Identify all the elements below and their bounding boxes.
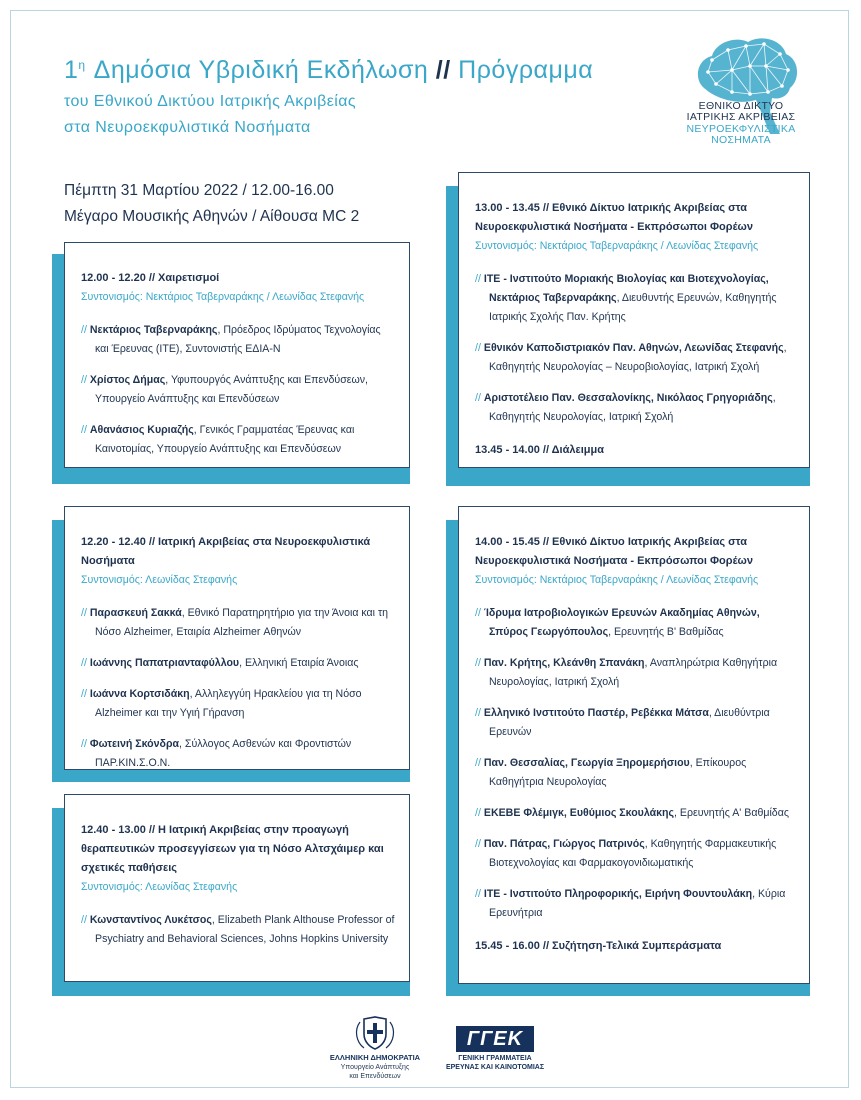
session-card-welcome [64, 242, 410, 468]
subtitle-line-2: στα Νευροεκφυλιστικά Νοσήματα [64, 119, 311, 136]
session-card-network-1 [458, 172, 810, 468]
session-coordination: Συντονισμός: Νεκτάριος Ταβερναράκης / Λεωνίδας Στεφανής [475, 240, 759, 252]
speaker-entry: // Ιωάννα Κορτσιδάκη, Αλληλεγγύη Ηρακλείου για τη Νόσο Alzheimer και την Υγιή Γήρανση [81, 688, 362, 719]
subtitle-line-1: του Εθνικού Δικτύου Ιατρικής Ακριβείας [64, 93, 356, 110]
speaker-entry: // Παν. Πάτρας, Γιώργος Πατρινός, Καθηγητής Φαρμακευτικής Βιοτεχνολογίας και Φαρμακογονιδιωματικής [475, 838, 777, 869]
break-item: 13.45 - 14.00 // Διάλειμμα [475, 444, 604, 456]
speaker-entry: // ΕΚΕΒΕ Φλέμιγκ, Ευθύμιος Σκουλάκης, Ερευνητής Α' Βαθμίδας [475, 807, 789, 819]
speaker-entry: // Χρίστος Δήμας, Υφυπουργός Ανάπτυξης και Επενδύσεων, Υπουργείο Ανάπτυξης και Επενδύσεων [81, 374, 368, 405]
session-coordination: Συντονισμός: Λεωνίδας Στεφανής [81, 574, 238, 586]
speaker-entry: // Ιωάννης Παπατριανταφύλλου, Ελληνική Εταιρία Άνοιας [81, 657, 359, 669]
logo-line-1: ΕΘΝΙΚΟ ΔΙΚΤΥΟ [698, 100, 784, 112]
speaker-entry: // Παρασκευή Σακκά, Εθνικό Παρατηρητήριο για την Άνοια και τη Νόσο Alzheimer, Εταιρία Alzheimer Αθηνών [81, 607, 389, 638]
gsri-logo-mark: ΓΓΕΚ [456, 1026, 534, 1052]
speaker-entry: // Παν. Θεσσαλίας, Γεωργία Ξηρομερήσιου, Επίκουρος Καθηγήτρια Νευρολογίας [475, 757, 747, 788]
logo-line-2: ΙΑΤΡΙΚΗΣ ΑΚΡΙΒΕΙΑΣ [686, 111, 796, 123]
closing-item: 15.45 - 16.00 // Συζήτηση-Τελικά Συμπεράσματα [475, 940, 722, 952]
logo-line-4: ΝΟΣΗΜΑΤΑ [711, 134, 771, 146]
emblem-icon [350, 1016, 400, 1052]
session-title: 13.00 - 13.45 // Εθνικό Δίκτυο Ιατρικής Ακριβείας στα Νευροεκφυλιστικά Νοσήματα - Εκπρόσωποι Φορέων [475, 202, 753, 233]
event-venue: Μέγαρο Μουσικής Αθηνών / Αίθουσα MC 2 [64, 208, 360, 225]
session-card-network-2 [458, 506, 810, 984]
speaker-entry: // Παν. Κρήτης, Κλεάνθη Σπανάκη, Αναπληρώτρια Καθηγήτρια Νευρολογίας, Ιατρική Σχολή [475, 657, 778, 688]
speaker-entry: // ΙΤΕ - Ινστιτούτο Πληροφορικής, Ειρήνη Φουντουλάκη, Κύρια Ερευνήτρια [475, 888, 786, 919]
speaker-entry: // Ίδρυμα Ιατροβιολογικών Ερευνών Ακαδημίας Αθηνών, Σπύρος Γεωργόπουλος, Ερευνητής Β' Βαθμίδας [475, 607, 760, 638]
speaker-entry: // Αριστοτέλειο Παν. Θεσσαλονίκης, Νικόλαος Γρηγοριάδης, Καθηγητής Νευρολογίας, Ιατρική Σχολή [475, 392, 776, 423]
logo-line-3: ΝΕΥΡΟΕΚΦΥΛΙΣΤΙΚΑ [686, 123, 796, 135]
speaker-entry: // Κωνσταντίνος Λυκέτσος, Elizabeth Plank Althouse Professor of Psychiatry and Behavioral Sciences, Johns Hopkins University [81, 914, 395, 945]
speaker-entry: // Φωτεινή Σκόνδρα, Σύλλογος Ασθενών και Φροντιστών ΠΑΡ.ΚΙΝ.Σ.Ο.Ν. [81, 738, 352, 769]
speaker-entry: // Νεκτάριος Ταβερναράκης, Πρόεδρος Ιδρύματος Τεχνολογίας και Έρευνας (ΙΤΕ), Συντονιστής ΕΔΙΑ-Ν [81, 324, 381, 355]
speaker-entry: // Ελληνικό Ινστιτούτο Παστέρ, Ρεβέκκα Μάτσα, Διευθύντρια Ερευνών [475, 707, 770, 738]
session-coordination: Συντονισμός: Νεκτάριος Ταβερναράκης / Λεωνίδας Στεφανής [81, 291, 365, 303]
session-title: 12.40 - 13.00 // Η Ιατρική Ακριβείας στην προαγωγή θεραπευτικών προσεγγίσεων για τη Νόσο Αλτσχάιμερ και σχετικές παθήσεις [81, 824, 384, 874]
session-title: 12.20 - 12.40 // Ιατρική Ακριβείας στα Νευροεκφυλιστικά Νοσήματα [81, 536, 371, 567]
ministry-caption: ΕΛΛΗΝΙΚΗ ΔΗΜΟΚΡΑΤΙΑ Υπουργείο Ανάπτυξης και Επενδύσεων [329, 1053, 421, 1080]
session-title: 12.00 - 12.20 // Χαιρετισμοί [81, 272, 220, 284]
session-card-precision [64, 506, 410, 770]
speaker-entry: // Εθνικόν Καποδιστριακόν Παν. Αθηνών, Λεωνίδας Στεφανής, Καθηγητής Νευρολογίας – Νευροβιολογίας, Ιατρική Σχολή [475, 342, 787, 373]
session-card-alzheimer [64, 794, 410, 982]
session-coordination: Συντονισμός: Λεωνίδας Στεφανής [81, 881, 238, 893]
event-date: Πέμπτη 31 Μαρτίου 2022 / 12.00-16.00 [64, 182, 334, 199]
page-title: $1^\eta$ Δημόσια Υβριδική Εκδήλωση // Πρόγραμμα [64, 56, 594, 84]
network-logo [676, 30, 806, 150]
speaker-entry: // ΙΤΕ - Ινστιτούτο Μοριακής Βιολογίας και Βιοτεχνολογίας, Νεκτάριος Ταβερναράκης, Διευθυντής Ερευνών, Καθηγητής Ιατρικής Σχολής Παν. Κρήτης [475, 273, 777, 323]
greek-emblem [350, 1016, 400, 1052]
speaker-entry: // Αθανάσιος Κυριαζής, Γενικός Γραμματέας Έρευνας και Καινοτομίας, Υπουργείο Ανάπτυξης και Επενδύσεων [81, 424, 355, 455]
session-title: 14.00 - 15.45 // Εθνικό Δίκτυο Ιατρικής Ακριβείας στα Νευροεκφυλιστικά Νοσήματα - Εκπρόσωποι Φορέων [475, 536, 753, 567]
gsri-caption: ΓΕΝΙΚΗ ΓΡΑΜΜΑΤΕΙΑ ΕΡΕΥΝΑΣ ΚΑΙ ΚΑΙΝΟΤΟΜΙΑΣ [445, 1055, 545, 1071]
session-coordination: Συντονισμός: Νεκτάριος Ταβερναράκης / Λεωνίδας Στεφανής [475, 574, 759, 586]
